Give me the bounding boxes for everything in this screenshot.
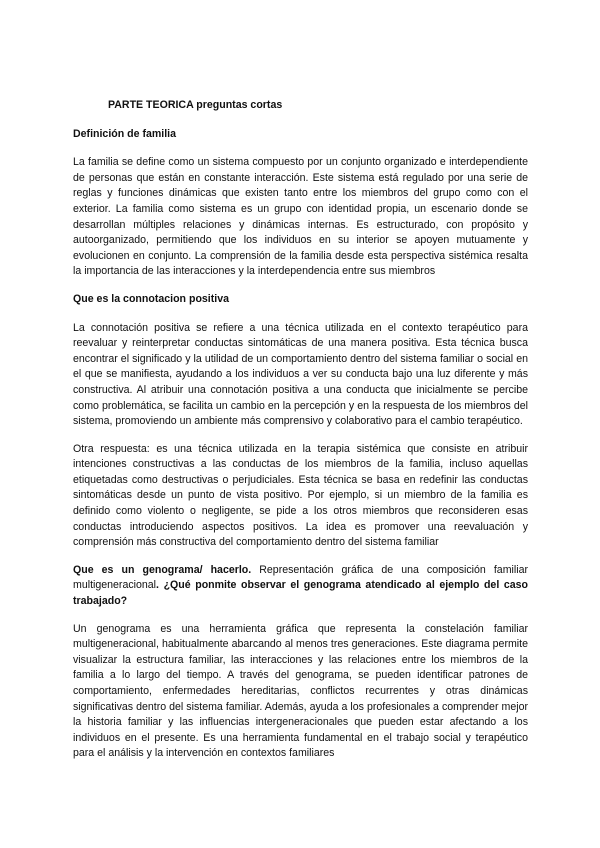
paragraph-connotacion-2: Otra respuesta: es una técnica utilizada en la terapia sistémica que consiste en atribuir intenciones constructivas a las conductas de los miembros de la familia, incluso aquellas etiquetadas como destructivas o perjudiciales. Esta técnica se basa en redefinir las conductas sintomáticas desde un punto de vista positivo. Por ejemplo, si un miembro de la familia es definido como violento o negligente, se pide a los otros miembros que reconsideren esas conductas introduciendo aspectos positivos. La idea es promover una reevaluación y comprensión más constructiva del comportamiento dentro del sistema familiar — [73, 442, 528, 549]
paragraph-connotacion-1: La connotación positiva se refiere a una técnica utilizada en el contexto terapéutico para reevaluar y reinterpretar conductas sintomáticas de una manera positiva. Esta técnica busca encontrar el significado y la utilidad de un comportamiento dentro del sistema familiar o social en el que se manifiesta, ayudando a los individuos a ver su conducta bajo una luz diferente y más constructiva. Al atribuir una connotación positiva a una conducta que inicialmente se percibe como problemática, se facilita un cambio en la percepción y en la respuesta de los miembros del sistema, promoviendo un ambiente más comprensivo y colaborativo para el cambio terapéutico. — [73, 321, 528, 428]
section-heading-connotacion: Que es la connotacion positiva — [73, 292, 229, 305]
section-heading-familia: Definición de familia — [73, 127, 177, 140]
question-genograma-bold-2: . ¿Qué ponmite observar el genograma atendicado al ejemplo del caso trabajado? — [73, 579, 528, 608]
question-genograma-normal: Representación gráfica de una composición familiar multigeneracional — [73, 563, 529, 592]
paragraph-definicion-familia: La familia se define como un sistema compuesto por un conjunto organizado e interdependiente de personas que están en constante interacción. Este sistema está regulado por una serie de reglas y funciones dinámicas que existen tanto entre los miembros del grupo como con el exterior. La familia como sistema es un grupo con identidad propia, un escenario donde se desarrollan múltiples relaciones y dinámicas internas. Es estructurado, con propósito y autoorganizado, permitiendo que los individuos en su interior se apoyen mutuamente y evolucionen en conjunto. La comprensión de la familia desde esta perspectiva sistémica resalta la importancia de las interacciones y la interdependencia entre sus miembros — [73, 156, 528, 278]
document-body — [73, 98, 528, 762]
paragraph-genograma: Un genograma es una herramienta gráfica que representa la constelación familiar multigeneracional, habitualmente abarcando al menos tres generaciones. Este diagrama permite visualizar la estructura familiar, las interacciones y las relaciones entre los miembros de la familia a lo largo del tiempo. A través del genograma, se pueden identificar patrones de comportamiento, enfermedades hereditarias, conflictos recurrentes y otras dinámicas significativas dentro del sistema familiar. Además, ayuda a los profesionales a comprender mejor la historia familiar y las influencias intergeneracionales que pueden estar afectando a los individuos en el presente. Es una herramienta fundamental en el trabajo social y terapéutico para el análisis y la intervención en contextos familiares — [73, 622, 528, 760]
question-genograma — [73, 563, 528, 610]
document-title: PARTE TEORICA preguntas cortas — [108, 99, 283, 111]
question-genograma-bold-1: Que es un genograma/ hacerlo. — [73, 563, 252, 576]
